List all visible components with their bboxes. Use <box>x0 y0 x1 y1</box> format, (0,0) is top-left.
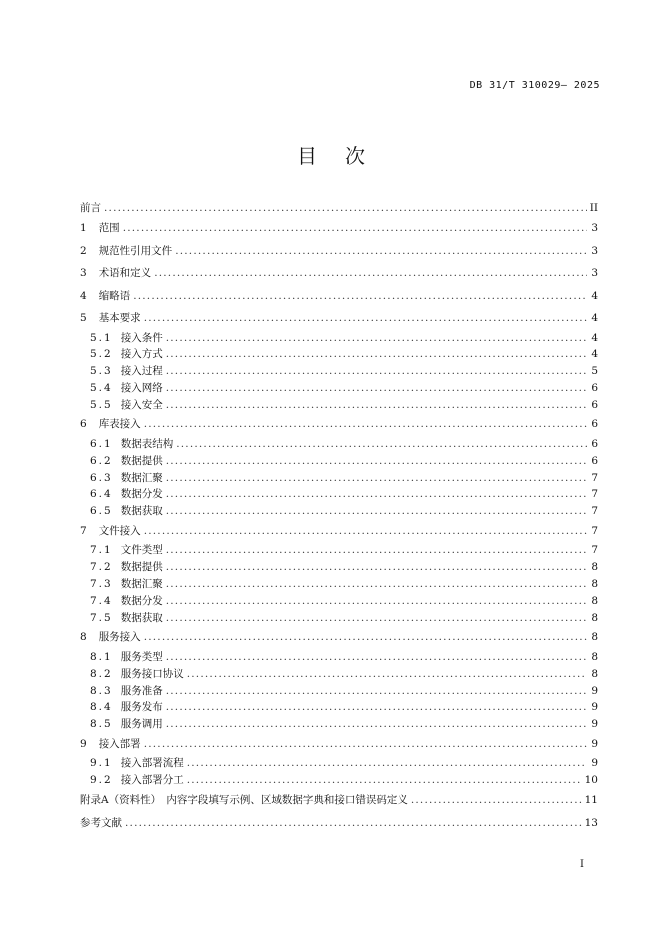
toc-entry-page: 4 <box>591 289 598 302</box>
toc-entry-page: 3 <box>591 222 598 234</box>
toc-entry-number: 8.4 <box>90 701 113 714</box>
toc-entry-label: 数据提供 <box>120 561 163 574</box>
toc-entry-page: 8 <box>591 561 598 574</box>
dot-leader <box>166 453 587 470</box>
toc-entry-label: 接入部署流程 <box>120 757 184 770</box>
toc-entry[interactable] <box>80 285 598 308</box>
toc-entry-label: 服务类型 <box>120 650 163 663</box>
toc-entry-number: 8 <box>80 631 87 644</box>
toc-entry-page: 8 <box>591 594 598 607</box>
dot-leader <box>166 576 587 593</box>
toc-entry-label: 基本要求 <box>98 312 141 324</box>
toc-entry-label: 接入部署分工 <box>120 774 184 787</box>
toc-entry-page: 4 <box>591 348 598 361</box>
toc-entry-label: 数据汇聚 <box>120 578 163 591</box>
toc-entry-label: 接入条件 <box>120 331 163 344</box>
dot-leader <box>123 217 587 240</box>
toc-entry-label: 数据分发 <box>120 488 163 501</box>
toc-entry-page: 9 <box>591 737 598 750</box>
toc-entry[interactable] <box>80 436 598 453</box>
dot-leader <box>166 649 587 666</box>
toc-entry[interactable] <box>80 413 598 436</box>
toc-entry-page: 9 <box>591 757 598 770</box>
toc-entry-number: 8.3 <box>90 684 113 697</box>
toc-entry-page: 6 <box>591 454 598 467</box>
toc-entry-page: 7 <box>591 471 598 484</box>
dot-leader <box>166 683 587 700</box>
dot-leader <box>125 812 582 835</box>
toc-entry-number: 8.5 <box>90 718 113 731</box>
toc-entry-label: 前言 <box>80 202 101 214</box>
toc-entry[interactable] <box>80 470 598 487</box>
dot-leader <box>166 503 587 520</box>
toc-entry[interactable] <box>80 699 598 716</box>
toc-entry[interactable] <box>80 397 598 414</box>
toc-entry-number: 7.3 <box>90 578 113 591</box>
toc-entry-page: 9 <box>591 684 598 697</box>
toc-entry[interactable] <box>80 733 598 756</box>
toc-entry-number: 8.1 <box>90 650 113 663</box>
dot-leader <box>144 626 587 649</box>
toc-entry-number: 5.3 <box>90 365 113 378</box>
toc-entry[interactable] <box>80 683 598 700</box>
toc-entry-number: 5.5 <box>90 398 113 411</box>
dot-leader <box>166 470 587 487</box>
table-of-contents <box>80 200 598 834</box>
toc-entry-label: 接入部署 <box>98 737 141 750</box>
toc-entry-number: 9.2 <box>90 774 113 787</box>
toc-entry-page: 7 <box>591 505 598 518</box>
toc-entry-page: 11 <box>584 794 598 807</box>
toc-entry[interactable] <box>80 346 598 363</box>
toc-entry-label: 数据汇聚 <box>120 471 163 484</box>
toc-entry[interactable] <box>80 755 598 772</box>
toc-entry[interactable] <box>80 503 598 520</box>
toc-entry-number: 6.1 <box>90 437 113 450</box>
toc-entry-label: 库表接入 <box>98 418 141 431</box>
toc-entry[interactable] <box>80 716 598 733</box>
dot-leader <box>166 559 587 576</box>
toc-entry-label: 术语和定义 <box>98 267 152 279</box>
toc-entry-label: 接入方式 <box>120 348 163 361</box>
toc-entry-page: 6 <box>591 381 598 394</box>
toc-entry-label: 服务发布 <box>120 701 163 714</box>
dot-leader <box>166 397 587 414</box>
toc-entry-label: 附录A（资料性） 内容字段填写示例、区域数据字典和接口错误码定义 <box>80 794 408 807</box>
toc-entry-number: 5.4 <box>90 381 113 394</box>
toc-entry-label: 数据表结构 <box>120 437 174 450</box>
toc-entry[interactable] <box>80 380 598 397</box>
dot-leader <box>166 593 587 610</box>
dot-leader <box>187 755 587 772</box>
toc-entry[interactable] <box>80 520 598 543</box>
toc-entry-page: II <box>589 202 598 214</box>
toc-entry-page: 4 <box>591 331 598 344</box>
toc-entry-page: 8 <box>591 611 598 624</box>
toc-entry-label: 数据获取 <box>120 505 163 518</box>
toc-entry-number: 6 <box>80 418 87 431</box>
toc-entry-label: 数据获取 <box>120 611 163 624</box>
dot-leader <box>154 262 587 285</box>
dot-leader <box>166 610 587 627</box>
toc-entry-page: 7 <box>591 524 598 537</box>
toc-entry-page: 5 <box>591 365 598 378</box>
dot-leader <box>133 285 587 308</box>
toc-entry-label: 数据提供 <box>120 454 163 467</box>
toc-entry-number: 4 <box>80 289 87 302</box>
toc-entry[interactable] <box>80 330 598 347</box>
dot-leader <box>166 363 587 380</box>
toc-entry-label: 接入网络 <box>120 381 163 394</box>
document-number: DB 31/T 310029— 2025 <box>469 80 600 91</box>
toc-entry-label: 服务调用 <box>120 718 163 731</box>
toc-entry[interactable] <box>80 363 598 380</box>
toc-entry[interactable] <box>80 559 598 576</box>
toc-entry[interactable] <box>80 453 598 470</box>
toc-entry-page: 8 <box>591 650 598 663</box>
toc-entry-label: 接入安全 <box>120 398 163 411</box>
toc-entry-label: 范围 <box>98 222 120 234</box>
dot-leader <box>144 307 587 330</box>
toc-entry-label: 接入过程 <box>120 365 163 378</box>
dot-leader <box>187 666 587 683</box>
toc-entry-page: 3 <box>591 244 598 257</box>
toc-entry-page: 13 <box>584 816 598 829</box>
toc-entry-label: 服务准备 <box>120 684 163 697</box>
toc-entry-label: 服务接口协议 <box>120 667 184 680</box>
page-number: I <box>580 859 584 870</box>
toc-entry-number: 5 <box>80 312 87 324</box>
toc-entry[interactable] <box>80 649 598 666</box>
toc-entry-number: 7.5 <box>90 611 113 624</box>
toc-entry-number: 1 <box>80 222 87 234</box>
toc-entry[interactable] <box>80 593 598 610</box>
toc-entry-number: 5.1 <box>90 331 113 344</box>
toc-entry-number: 6.2 <box>90 454 113 467</box>
toc-entry-page: 8 <box>591 578 598 591</box>
toc-entry[interactable] <box>80 542 598 559</box>
toc-entry-number: 6.5 <box>90 505 113 518</box>
toc-entry-number: 5.2 <box>90 348 113 361</box>
toc-entry[interactable] <box>80 626 598 649</box>
dot-leader <box>144 733 587 756</box>
toc-entry-page: 8 <box>591 631 598 644</box>
toc-entry-page: 9 <box>591 718 598 731</box>
toc-entry-number: 7 <box>80 524 87 537</box>
toc-entry[interactable] <box>80 217 598 240</box>
toc-entry-label: 参考文献 <box>80 816 122 829</box>
toc-entry[interactable] <box>80 240 598 263</box>
toc-entry[interactable] <box>80 486 598 503</box>
toc-entry-page: 7 <box>591 544 598 557</box>
toc-entry-label: 缩略语 <box>98 289 131 302</box>
dot-leader <box>187 772 582 789</box>
toc-entry-number: 2 <box>80 244 87 257</box>
page-title: 目次 <box>297 144 393 168</box>
toc-entry-number: 8.2 <box>90 667 113 680</box>
toc-entry[interactable] <box>80 772 598 789</box>
dot-leader <box>175 240 587 263</box>
toc-entry-label: 文件接入 <box>98 524 141 537</box>
dot-leader <box>166 716 587 733</box>
toc-entry-page: 10 <box>584 774 598 787</box>
toc-entry[interactable] <box>80 200 598 217</box>
toc-entry-number: 9 <box>80 737 87 750</box>
toc-entry[interactable] <box>80 812 598 835</box>
toc-entry-label: 数据分发 <box>120 594 163 607</box>
dot-leader <box>144 413 587 436</box>
toc-entry[interactable] <box>80 307 598 330</box>
dot-leader <box>166 380 587 397</box>
toc-entry-number: 7.2 <box>90 561 113 574</box>
toc-entry-page: 4 <box>591 312 598 324</box>
toc-entry-page: 6 <box>591 437 598 450</box>
dot-leader <box>104 200 587 217</box>
toc-entry-page: 7 <box>591 488 598 501</box>
toc-entry-label: 文件类型 <box>120 544 163 557</box>
toc-entry[interactable] <box>80 789 598 812</box>
toc-entry-page: 8 <box>591 667 598 680</box>
toc-entry-number: 3 <box>80 267 87 279</box>
dot-leader <box>166 542 587 559</box>
dot-leader <box>166 346 587 363</box>
toc-entry[interactable] <box>80 262 598 285</box>
toc-entry-number: 6.3 <box>90 471 113 484</box>
toc-entry-label: 规范性引用文件 <box>98 244 173 257</box>
toc-entry[interactable] <box>80 576 598 593</box>
toc-entry-number: 6.4 <box>90 488 113 501</box>
dot-leader <box>144 520 587 543</box>
dot-leader <box>166 486 587 503</box>
toc-entry[interactable] <box>80 610 598 627</box>
toc-entry-page: 6 <box>591 418 598 431</box>
toc-entry-page: 9 <box>591 701 598 714</box>
toc-entry-label: 服务接入 <box>98 631 141 644</box>
dot-leader <box>166 699 587 716</box>
dot-leader <box>166 330 587 347</box>
dot-leader <box>411 789 582 812</box>
toc-entry-number: 7.1 <box>90 544 113 557</box>
dot-leader <box>176 436 587 453</box>
toc-entry-page: 6 <box>591 398 598 411</box>
toc-entry-number: 9.1 <box>90 757 113 770</box>
toc-entry-page: 3 <box>591 267 598 279</box>
toc-entry-number: 7.4 <box>90 594 113 607</box>
toc-entry[interactable] <box>80 666 598 683</box>
